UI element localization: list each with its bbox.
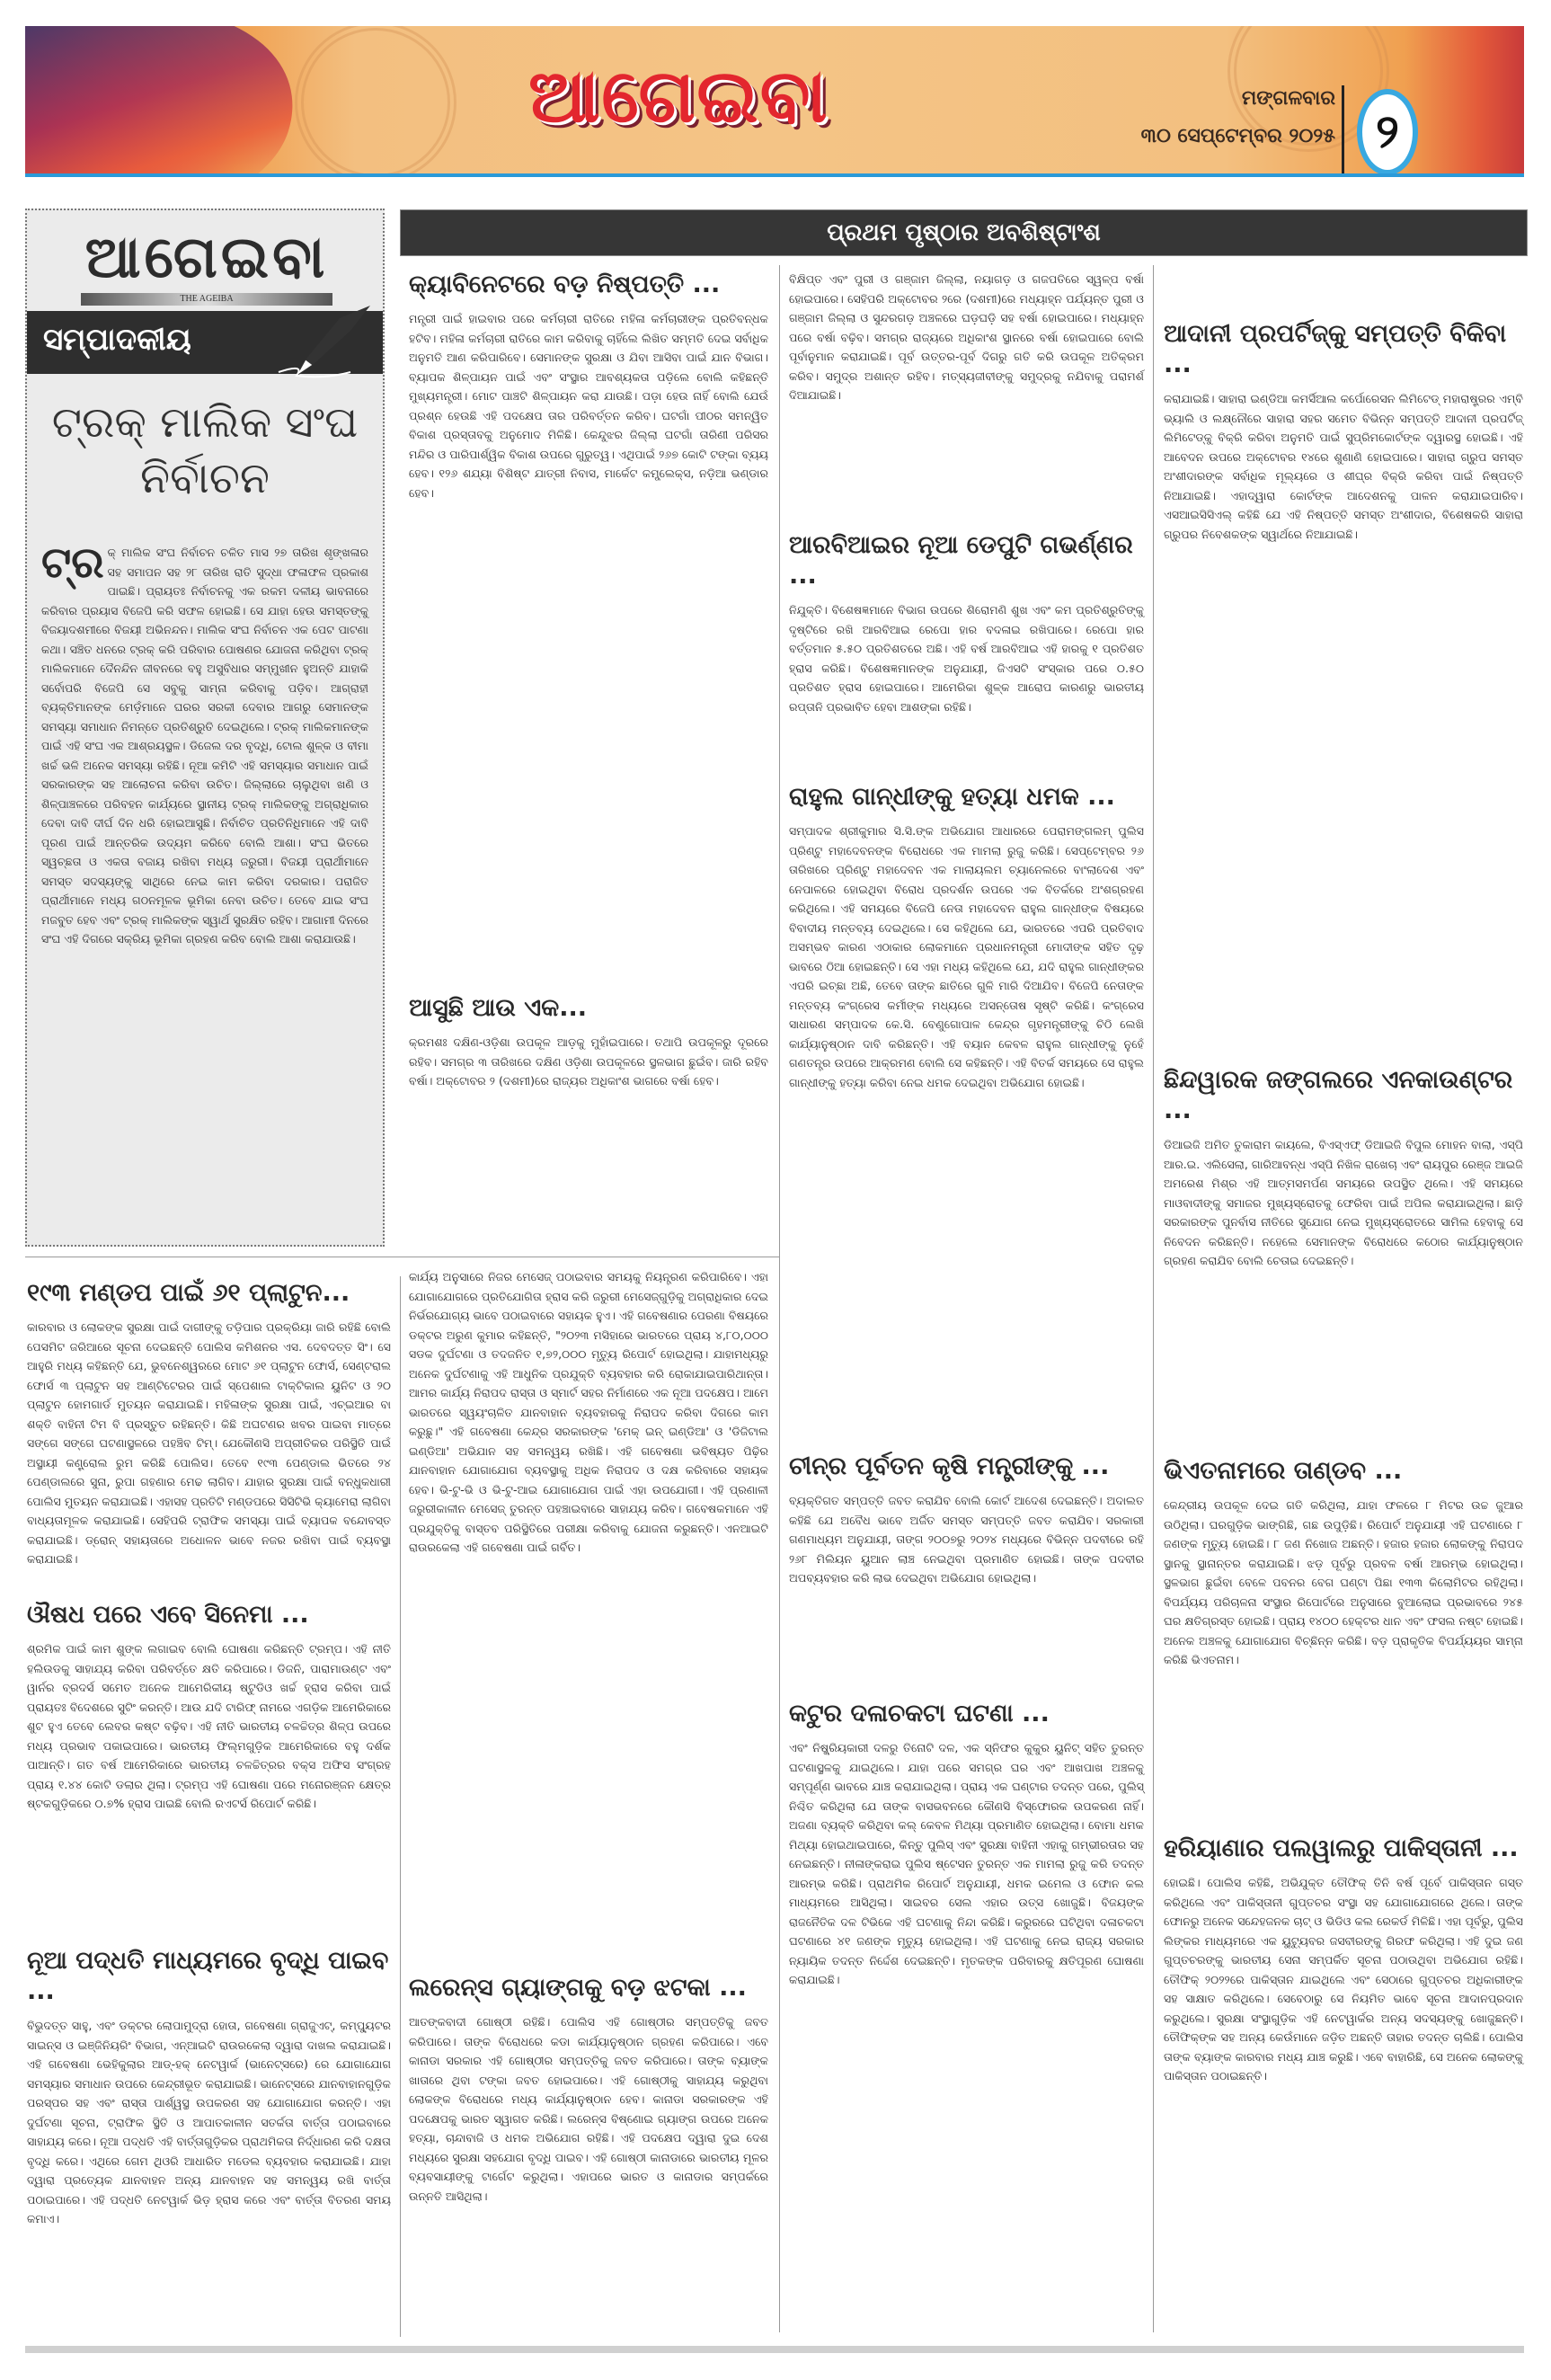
editorial-brand — [81, 224, 332, 306]
article-haryana — [1164, 1834, 1523, 2086]
headline[interactable]: ଆସୁଛି ଆଉ ଏକ... — [409, 994, 587, 1022]
fountain-pen-icon — [270, 300, 377, 381]
article-body: କାର୍ଯ୍ୟ ଅନୁସାରେ ନିଜର ମେସେଜ୍ ପଠାଇବାର ସମୟକୁ ନିୟନ୍ତ୍ରଣ କରିପାରିବେ। ଏହା ଯୋଗାଯୋଗରେ ପ୍ରତିଯୋଗିତା ହ୍ରାସ କରି ଜରୁରୀ ମେସେଜ୍‌ଗୁଡ଼ିକୁ ଅଗ୍ରାଧିକାର ଦେଇ ନିର୍ଭରଯୋଗ୍ୟ ଭାବେ ପଠାଇବାରେ ସହାୟକ ହୁଏ। ଏହି ଗବେଷଣାର ପେରଣା ବିଷୟରେ ଡକ୍ଟର ଅରୁଣ କୁମାର କହିଛନ୍ତି, "୨୦୨୩ ମସିହାରେ ଭାରତରେ ପ୍ରାୟ ୪,୮୦,୦୦୦ ସଡକ ଦୁର୍ଘଟଣା ଓ ତଦଜନିତ ୧,୭୨,୦୦୦ ମୃତ୍ୟୁ ରିପୋର୍ଟ ହୋଇଥିଲା। ଯାହାମଧ୍ୟରୁ ଅନେକ ଦୁର୍ଘଟଣାକୁ ଏହି ଆଧୁନିକ ପ୍ରଯୁକ୍ତି ବ୍ୟବହାର କରି ରୋକାଯାଇପାରିଥାନ୍ତା। ଆମର କାର୍ଯ୍ୟ ନିରାପଦ ରାସ୍ତା ଓ ସ୍ମାର୍ଟ ସହର ନିର୍ମାଣରେ ଏକ ନୂଆ ପଦକ୍ଷେପ। ଆମେ ଭାରତରେ ସ୍ୱୟଂଚାଳିତ ଯାନବାହାନ ବ୍ୟବହାରକୁ ନିରାପଦ କରିବା ଦିଗରେ କାମ କରୁଛୁ।" ଏହି ଗବେଷଣା କେନ୍ଦ୍ର ସରକାରଙ୍କ 'ମେକ୍ ଇନ୍ ଇଣ୍ଡିଆ' ଓ 'ଡିଜିଟାଲ ଇଣ୍ଡିଆ' ଅଭିଯାନ ସହ ସମନ୍ୱୟ ରଖିଛି। ଏହି ଗବେଷଣା ଭବିଷ୍ୟତ ପିଢ଼ିର ଯାନବାହାନ ଯୋଗାଯୋଗ ବ୍ୟବସ୍ଥାକୁ ଅଧିକ ନିରାପଦ ଓ ଦକ୍ଷ କରିବାରେ ସହାୟକ ହେବ। ଭି-ଟୁ-ଭି ଓ ଭି-ଟୁ-ଆଇ ଯୋଗାଯୋଗ ପାଇଁ ଏହା ଉପଯୋଗୀ। ଏହି ପ୍ରଣାଳୀ ଜରୁରୀକାଳୀନ ମେସେଜ୍ ତୁରନ୍ତ ପହଞ୍ଚାଇବାରେ ସାହାଯ୍ୟ କରିବ। ଗବେଷକମାନେ ଏହି ପ୍ରଯୁକ୍ତିକୁ ବାସ୍ତବ ପରିସ୍ଥିତିରେ ପରୀକ୍ଷା କରିବାକୁ ଯୋଜନା କରୁଛନ୍ତି। ଏନଆଇଟି ରାଉରକେଲା ଏହି ଗବେଷଣା ପାଇଁ ଗର୍ବିତ। — [409, 1270, 768, 1554]
article-body: ଆତଙ୍କବାଦୀ ଗୋଷ୍ଠୀ ରହିଛି। ପୋଲିସ ଏହି ଗୋଷ୍ଠୀର ସମ୍ପତ୍ତିକୁ ଜବତ କରିପାରେ। ତାଙ୍କ ବିରୋଧରେ କଡା କାର୍ଯ୍ୟାନୁଷ୍ଠାନ ଗ୍ରହଣ କରିପାରେ। ଏବେ କାନାଡା ସରକାର ଏହି ଗୋଷ୍ଠୀର ସମ୍ପତ୍ତିକୁ ଜବତ କରିପାରେ। ତାଙ୍କ ବ୍ୟାଙ୍କ ଖାତାରେ ଥିବା ଟଙ୍କା ଜବତ ହୋଇପାରେ। ଏହି ଗୋଷ୍ଠୀକୁ ସାହାଯ୍ୟ କରୁଥିବା ଲୋକଙ୍କ ବିରୋଧରେ ମଧ୍ୟ କାର୍ଯ୍ୟାନୁଷ୍ଠାନ ହେବ। କାନାଡା ସରକାରଙ୍କ ଏହି ପଦକ୍ଷେପକୁ ଭାରତ ସ୍ୱାଗତ କରିଛି। ଲରେନ୍ସ ବିଷ୍ଣୋଇ ଗ୍ୟାଙ୍ଗ ଉପରେ ଅନେକ ହତ୍ୟା, ଚାନ୍ଦାବାଜି ଓ ଧମକ ଅଭିଯୋଗ ରହିଛି। ଏହି ପଦକ୍ଷେପ ଦ୍ୱାରା ଦୁଇ ଦେଶ ମଧ୍ୟରେ ସୁରକ୍ଷା ସହଯୋଗ ବୃଦ୍ଧି ପାଇବ। ଏହି ଗୋଷ୍ଠୀ କାନାଡାରେ ଭାରତୀୟ ମୂଳର ବ୍ୟବସାୟୀଙ୍କୁ ଟାର୍ଗେଟ କରୁଥିଲା। ଏହାପରେ ଭାରତ ଓ କାନାଡାର ସମ୍ପର୍କରେ ଉନ୍ନତି ଆସିଥିଲା। — [409, 2015, 768, 2203]
headline[interactable]: ନୂଆ ପଦ୍ଧତି ମାଧ୍ୟମରେ ବୃଦ୍ଧି ପାଇବ ... — [27, 1947, 389, 2005]
headline[interactable]: ଆଦାନୀ ପ୍ରପର୍ଟିଜ୍‌କୁ ସମ୍ପତ୍ତି ବିକିବା ... — [1164, 320, 1507, 378]
page-number-badge: ୨ — [1357, 89, 1418, 175]
article-body: କ୍ରମଶଃ ଦକ୍ଷିଣ-ଓଡ଼ିଶା ଉପକୂଳ ଆଡ଼କୁ ମୁହାଁଇପାରେ। ତଥାପି ଉପକୂଳରୁ ଦୂରରେ ରହିବ। ସମଗ୍ର ୩ ତାରିଖରେ ଦକ୍ଷିଣ ଓଡ଼ିଶା ଉପକୂଳରେ ସ୍ଥଳଭାଗ ଛୁଇଁବ। ଜାରି ରହିବ ବର୍ଷା। ଅକ୍ଟୋବର ୨ (ଦଶମୀ)ରେ ରାଜ୍ୟର ଅଧିକାଂଶ ଭାଗରେ ବର୍ଷା ହେବ। — [409, 1035, 768, 1088]
column-divider — [1153, 265, 1154, 2332]
article-mandap — [27, 1278, 391, 1569]
article-rahul — [789, 782, 1144, 1092]
headline[interactable]: ରାହୁଲ ଗାନ୍ଧୀଙ୍କୁ ହତ୍ୟା ଧମକ ... — [789, 783, 1115, 811]
article-vietnam — [1164, 1456, 1523, 1670]
headline[interactable]: ଭିଏତନାମରେ ତାଣ୍ଡବ ... — [1164, 1457, 1403, 1485]
headline[interactable]: ଔଷଧ ପରେ ଏବେ ସିନେମା ... — [27, 1601, 309, 1629]
article-body: ବିଭୁଦତ୍ତ ସାହୁ, ଏବଂ ଡକ୍ଟର ଲୋପାମୁଦ୍ରା ହୋତା, ଗବେଷଣା ଗ୍ରାଜୁଏଟ୍, କମ୍ପ୍ୟୁଟର ସାଇନ୍ସ ଓ ଇଞ୍ଜିନିୟରିଂ ବିଭାଗ, ଏନ୍ଆଇଟି ରାଉରକେଲା ଦ୍ୱାରା ଦାଖଲ କରାଯାଇଛି। ଏହି ଗବେଷଣା ଭେହିକୁଲାର ଆଡ୍-ହକ୍ ନେଟୱାର୍କ (ଭାନେଟ୍ସରେ) ରେ ଯୋଗାଯୋଗ ସମସ୍ୟାର ସମାଧାନ ଉପରେ କେନ୍ଦ୍ରୀଭୂତ କରାଯାଇଛି। ଭାନେଟ୍ସରେ ଯାନବାହାନଗୁଡ଼ିକ ପରସ୍ପର ସହ ଏବଂ ରାସ୍ତା ପାର୍ଶ୍ୱସ୍ଥ ଉପକରଣ ସହ ଯୋଗାଯୋଗ କରନ୍ତି। ଏହା ଦୁର୍ଘଟଣା ସୂଚନା, ଟ୍ରାଫିକ ସ୍ଥିତି ଓ ଆପାତକାଳୀନ ସତର୍କତା ବାର୍ତ୍ତା ପଠାଇବାରେ ସାହାଯ୍ୟ କରେ। ନୂଆ ପଦ୍ଧତି ଏହି ବାର୍ତ୍ତାଗୁଡ଼ିକର ପ୍ରାଥମିକତା ନିର୍ଦ୍ଧାରଣ କରି ଦକ୍ଷତା ବୃଦ୍ଧି କରେ। ଏଥିରେ ଗେମ ଥିଓରି ଆଧାରିତ ମଡେଲ ବ୍ୟବହାର କରାଯାଇଛି। ଯାହା ଦ୍ୱାରା ପ୍ରତ୍ୟେକ ଯାନବାହନ ଅନ୍ୟ ଯାନବାହନ ସହ ସମନ୍ୱୟ ରଖି ବାର୍ତ୍ତା ପଠାଇପାରେ। ଏହି ପଦ୍ଧତି ନେଟୱାର୍କ ଭିଡ଼ ହ୍ରାସ କରେ ଏବଂ ବାର୍ତ୍ତା ବିତରଣ ସମୟ କମାଏ। — [27, 2019, 391, 2225]
article-asuchi — [409, 993, 768, 1091]
column-divider — [400, 1276, 401, 2337]
article-body: ସମ୍ପାଦକ ଶ୍ରୀକୁମାର ସି.ସି.ଙ୍କ ଅଭିଯୋଗ ଆଧାରରେ ପେରାମଙ୍ଗଲମ୍ ପୁଲିସ ପ୍ରିଣ୍ଟୁ ମହାଦେବନଙ୍କ ବିରୋଧରେ ଏକ ମାମଲା ରୁଜୁ କରିଛି। ସେପ୍ଟେମ୍ବର ୨୬ ତାରିଖରେ ପ୍ରିଣ୍ଟୁ ମହାଦେବନ ଏକ ମାଲାୟଲମ ଚ୍ୟାନେଲରେ ବାଂଲାଦେଶ ଏବଂ ନେପାଳରେ ହୋଇଥିବା ବିରୋଧ ପ୍ରଦର୍ଶନ ଉପରେ ଏକ ବିତର୍କରେ ଅଂଶଗ୍ରହଣ କରିଥିଲେ। ଏହି ସମୟରେ ବିଜେପି ନେତା ମହାଦେବନ ରାହୁଲ ଗାନ୍ଧୀଙ୍କ ବିଷୟରେ ବିବାଦୀୟ ମନ୍ତବ୍ୟ ଦେଇଥିଲେ। ସେ କହିଥିଲେ ଯେ, ଭାରତରେ ଏପରି ପ୍ରତିବାଦ ଅସମ୍ଭବ କାରଣ ଏଠାକାର ଲୋକମାନେ ପ୍ରଧାନମନ୍ତ୍ରୀ ମୋଦୀଙ୍କ ସହିତ ଦୃଢ଼ ଭାବରେ ଠିଆ ହୋଇଛନ୍ତି। ସେ ଏହା ମଧ୍ୟ କହିଥିଲେ ଯେ, ଯଦି ରାହୁଲ ଗାନ୍ଧୀଙ୍କର ଏପରି ଇଚ୍ଛା ଅଛି, ତେବେ ତାଙ୍କ ଛାତିରେ ଗୁଳି ମାରି ଦିଆଯିବ। ବିଜେପି ନେତାଙ୍କ ମନ୍ତବ୍ୟ କଂଗ୍ରେସ କର୍ମୀଙ୍କ ମଧ୍ୟରେ ଅସନ୍ତୋଷ ସୃଷ୍ଟି କରିଛି। କଂଗ୍ରେସ ସାଧାରଣ ସମ୍ପାଦକ କେ.ସି. ବେଣୁଗୋପାଳ କେନ୍ଦ୍ର ଗୃହମନ୍ତ୍ରୀଙ୍କୁ ଚିଠି ଲେଖି କାର୍ଯ୍ୟାନୁଷ୍ଠାନ ଦାବି କରିଛନ୍ତି। ଏହି ବୟାନ କେବଳ ରାହୁଲ ଗାନ୍ଧୀଙ୍କୁ ନୁହେଁ ଗଣତନ୍ତ୍ର ଉପରେ ଆକ୍ରମଣ ବୋଲି ସେ କହିଛନ୍ତି। ଏହି ବିତର୍କ ସମୟରେ ସେ ରାହୁଲ ଗାନ୍ଧୀଙ୍କୁ ହତ୍ୟା କରିବା ନେଇ ଧମକ ଦେଇଥିବା ଅଭିଯୋଗ ହୋଇଛି। — [789, 824, 1144, 1089]
section-header: ପ୍ରଥମ ପୃଷ୍ଠାର ଅବଶିଷ୍ଟାଂଶ — [400, 209, 1528, 256]
article-body: ମନ୍ତ୍ରୀ ପାଇଁ ହାଇବାର ପରେ କର୍ମଚାରୀ ରାତିରେ ମହିଳା କର୍ମଚାରୀଙ୍କ ପ୍ରତିବନ୍ଧକ ହଟିବ। ମହିଳା କର୍ମଚାରୀ ରାତିରେ କାମ କରିବାକୁ ଚାହିଁଲେ ଲିଖିତ ସମ୍ମତି ଦେଇ ସର୍ବାଧିକ ଅନୁମତି ଆଣ କରିପାରିବେ। ସେମାନଙ୍କ ସୁରକ୍ଷା ଓ ଯିବା ଆସିବା ପାଇଁ ଯାନ ବିଭାଗ। ବ୍ୟାପକ ଶିଳ୍ପାୟନ ପାଇଁ ଏବଂ ସଂସ୍ଥାର ଆବଶ୍ୟକତା ପଡ଼ିଲେ ବୋଲି କହିଛନ୍ତି ମୁଖ୍ୟମନ୍ତ୍ରୀ। ମୋଟ ପାଞ୍ଚଟି ଶିଳ୍ପାୟନ କରା ଯାଉଛି। ପଡ଼ା ହେଉ ନାହିଁ ବୋଲି ଯେଉଁ ପ୍ରଶ୍ନ ହେଉଛି ଏହି ପଦକ୍ଷେପ ତାର ପରିବର୍ତ୍ତନ କରିବ। ଘଟଗାଁ ପୀଠର ସମନ୍ୱିତ ବିକାଶ ପ୍ରସ୍ତାବକୁ ଅନୁମୋଦ ମିଳିଛି। କେନ୍ଦୁଝର ଜିଲ୍ଲା ଘଟଗାଁ ତାରିଣୀ ପରିସର ମନ୍ଦିର ଓ ପାରିପାର୍ଶ୍ୱିକ ବିକାଶ ଉପରେ ଗୁରୁତ୍ୱ। ଏଥିପାଇଁ ୨୬୭ କୋଟି ଟଙ୍କା ବ୍ୟୟ ହେବ। ୧୨୬ ଶଯ୍ୟା ବିଶିଷ୍ଟ ଯାତ୍ରୀ ନିବାସ, ମାର୍କେଟ କମ୍ପ୍ଲେକ୍ସ, ନଡ଼ିଆ ଭଣ୍ଡାର ହେବ। — [409, 312, 768, 500]
headline[interactable]: କ୍ୟାବିନେଟରେ ବଡ଼ ନିଷ୍ପତ୍ତି ... — [409, 271, 721, 298]
article-research — [409, 1267, 768, 1558]
divider — [1342, 85, 1344, 175]
decorative-wave — [25, 26, 328, 177]
headline[interactable]: ଛିନ୍ଦୱାରକ ଜଙ୍ଗଲରେ ଏନକାଉଣ୍ଟର ... — [1164, 1066, 1513, 1124]
article-body: ବିକ୍ଷିପ୍ତ ଏବଂ ପୁରୀ ଓ ଗଞ୍ଜାମ ଜିଲ୍ଲା, ନୟାଗଡ଼ ଓ ଗଜପତିରେ ସ୍ୱଳ୍ପ ବର୍ଷା ହୋଇପାରେ। ସେହିପରି ଅକ୍ଟୋବର ୨ରେ (ଦଶମୀ)ରେ ମଧ୍ୟାହ୍ନ ପର୍ଯ୍ୟନ୍ତ ପୁରୀ ଓ ଗଞ୍ଜାମ ଜିଲ୍ଲା ଓ ସୁନ୍ଦରଗଡ଼ ଅଞ୍ଚଳରେ ଘଡ଼ଘଡ଼ି ସହ ବର୍ଷା ହୋଇପାରେ। ମଧ୍ୟାହ୍ନ ପରେ ବର୍ଷା ବଢ଼ିବ। ସମଗ୍ର ରାଜ୍ୟରେ ଅଧିକାଂଶ ସ୍ଥାନରେ ବର୍ଷା ହୋଇପାରେ ବୋଲି ପୂର୍ବାନୁମାନ କରାଯାଇଛି। ପୂର୍ବ ଉତ୍ତର-ପୂର୍ବ ଦିଗରୁ ଗତି କରି ଉପକୂଳ ଅତିକ୍ରମ କରିବ। ସମୁଦ୍ର ଅଶାନ୍ତ ରହିବ। ମତ୍ସ୍ୟଜୀବୀଙ୍କୁ ସମୁଦ୍ରକୁ ନଯିବାକୁ ପରାମର୍ଶ ଦିଆଯାଇଛି। — [789, 272, 1144, 402]
article-body: କାରବାର ଓ ଲୋକଙ୍କ ସୁରକ୍ଷା ପାଇଁ ଦାଗୀଙ୍କୁ ତଡ଼ିପାର ପ୍ରକ୍ରିୟା ଜାରି ରହିଛି ବୋଲି ପେସମିଟ ଜରିଆରେ ସୂଚନା ଦେଇଛନ୍ତି ପୋଲିସ କମିଶନର ଏସ. ଦେବଦତ୍ତ ସିଂ। ସେ ଆହୁରି ମଧ୍ୟ କହିଛନ୍ତି ଯେ, ଭୁବନେଶ୍ୱରରେ ମୋଟ ୬୧ ପ୍ଲାଟୁନ ଫୋର୍ସ, ସେଣ୍ଟରାଲ ଫୋର୍ସ ୩ ପ୍ଲାଟୁନ ସହ ଆଣ୍ଟିଟେରର ପାଇଁ ସ୍ପେଶାଲ ଟାକ୍ଟିକାଲ ୟୁନିଟ ଓ ୨୦ ପ୍ଲାଟୁନ ହୋମଗାର୍ଡ ମୁତୟନ କରାଯାଇଛି। ମହିଳାଙ୍କ ସୁରକ୍ଷା ପାଇଁ, ଏଚ୍ଇଆର ବା ଶକ୍ତି ବାହିନୀ ଟିମ ବି ପ୍ରସ୍ତୁତ ରହିଛନ୍ତି। କିଛି ଅଘଟଣର ଖବର ପାଇବା ମାତ୍ରେ ସଙ୍ଗେ ସଙ୍ଗେ ଘଟଣାସ୍ଥଳରେ ପହଞ୍ଚିବ ଟିମ୍। ଯେକୌଣସି ଅପ୍ରୀତିକର ପରିସ୍ଥିତି ପାଇଁ ଅସ୍ଥାୟୀ କଣ୍ଟ୍ରୋଲ ରୁମ କରିଛି ପୋଲିସ। ତେବେ ୧୯୩ ପେଣ୍ଡାଲ ଭିତରେ ୨୪ ପେଣ୍ଡାଲରେ ସୁନା, ରୁପା ଗହଣାର ମେଢ ଲାଗିବ। ଯାହାର ସୁରକ୍ଷା ପାଇଁ ବନ୍ଧୁକଧାରୀ ପୋଲିସ ମୁତୟନ କରାଯାଇଛି। ଏହାସହ ପ୍ରତିଟି ମଣ୍ଡପରେ ସିସିଟିଭି କ୍ୟାମେରା ଲାଗିବା ବାଧ୍ୟତାମୂଳକ କରାଯାଇଛି। ସେହିପରି ଟ୍ରାଫିକ ସମସ୍ୟା ପାଇଁ ବ୍ୟାପକ ବନ୍ଦୋବସ୍ତ କରାଯାଇଛି। ଡ୍ରୋନ୍ ସହାୟତାରେ ଅଧୋଳନ ଭାବେ ନଜର ରଖିବା ପାଇଁ ବ୍ୟବସ୍ଥା କରାଯାଇଛି। — [27, 1320, 391, 1566]
column-divider — [779, 265, 780, 2332]
article-body: ନିଯୁକ୍ତି। ବିଶେଷଜ୍ଞମାନେ ବିଭାଗ ଉପରେ ଶିରୋମଣି ଶୁଖ ଏବଂ କମ ପ୍ରତିଶ୍ରୁତିଙ୍କୁ ଦୃଷ୍ଟିରେ ରଖି ଆରବିଆଇ ରେପୋ ହାର ବଦଳାଇ ରଖିପାରେ। ରେପୋ ହାର ବର୍ତ୍ତମାନ ୫.୫୦ ପ୍ରତିଶତରେ ଅଛି। ଏହି ବର୍ଷ ଆରବିଆଇ ଏହି ହାରକୁ ୧ ପ୍ରତିଶତ ହ୍ରାସ କରିଛି। ବିଶେଷଜ୍ଞମାନଙ୍କ ଅନୁଯାୟୀ, ଜିଏସଟି ସଂସ୍କାର ପରେ ୦.୫୦ ପ୍ରତିଶତ ହ୍ରାସ ହୋଇପାରେ। ଆମେରିକା ଶୁଳ୍କ ଆରୋପ କାରଣରୁ ଭାରତୀୟ ରପ୍ତାନି ପ୍ରଭାବିତ ହେବା ଆଶଙ୍କା ରହିଛି। — [789, 603, 1144, 714]
issue-date: ୩୦ ସେପ୍ଟେମ୍ବର ୨୦୨୫ — [1140, 125, 1335, 147]
weekday: ମଙ୍ଗଳବାର — [1241, 87, 1335, 110]
brand-logo: ଆଗେଇବା — [84, 224, 329, 291]
headline[interactable]: ଲରେନ୍ସ ଗ୍ୟାଙ୍ଗକୁ ବଡ଼ ଝଟକା ... — [409, 1974, 747, 2002]
article-rbi — [789, 530, 1144, 716]
article-body: ବ୍ୟକ୍ତିଗତ ସମ୍ପତ୍ତି ଜବତ କରାଯିବ ବୋଲି କୋର୍ଟ ଆଦେଶ ଦେଇଛନ୍ତି। ଅଦାଲତ କହିଛି ଯେ ଅବୈଧ ଭାବେ ଅର୍ଜିତ ସମସ୍ତ ସମ୍ପତ୍ତି ଜବତ କରାଯିବ। ସରକାରୀ ଗଣମାଧ୍ୟମ ଅନୁଯାୟୀ, ତାଙ୍ଗ ୨୦୦୭ରୁ ୨୦୨୪ ମଧ୍ୟରେ ବିଭିନ୍ନ ପଦବୀରେ ରହି ୨୬୮ ମିଲିୟନ ୟୁଆନ ଲାଞ୍ଚ ନେଇଥିବା ପ୍ରମାଣିତ ହୋଇଛି। ତାଙ୍କ ପଦବୀର ଅପବ୍ୟବହାର କରି ଲାଭ ଦେଇଥିବା ଅଭିଯୋଗ ହୋଇଥିଲା। — [789, 1494, 1144, 1585]
article-nua-paddhati — [27, 1946, 391, 2229]
article-body: ଶ୍ରମିକ ପାଇଁ କାମ ଶୁଙ୍କ ଲଗାଇବ ବୋଲି ଘୋଷଣା କରିଛନ୍ତି ଟ୍ରମ୍ପ। ଏହି ନୀତି ହଲିଉଡକୁ ସାହାଯ୍ୟ କରିବା ପରିବର୍ତ୍ତେ କ୍ଷତି କରିପାରେ। ଡିଜନି, ପାରାମାଉଣ୍ଟ ଏବଂ ୱାର୍ନର ବ୍ରଦର୍ସ ସମେତ ଅନେକ ଆମେରିକୀୟ ଷ୍ଟୁଡିଓ ଖର୍ଚ୍ଚ ହ୍ରାସ କରିବା ପାଇଁ ପ୍ରାୟତଃ ବିଦେଶରେ ସୁଟିଂ କରନ୍ତି। ଆଉ ଯଦି ଟାରିଫ୍ ନାମରେ ଏଗଡ଼ିକ ଆମେରିକାରେ ଶୁଟ ହୁଏ ତେବେ ଲେବର କଷ୍ଟ ବଢ଼ିବ। ଏହି ନୀତି ଭାରତୀୟ ଚଳଚ୍ଚିତ୍ର ଶିଳ୍ପ ଉପରେ ମଧ୍ୟ ପ୍ରଭାବ ପକାଇପାରେ। ଭାରତୀୟ ଫିଲ୍ମଗୁଡ଼ିକ ଆମେରିକାରେ ବହୁ ଦର୍ଶକ ପାଆନ୍ତି। ଗତ ବର୍ଷ ଆମେରିକାରେ ଭାରତୀୟ ଚଳଚ୍ଚିତ୍ରର ବକ୍ସ ଅଫିସ ସଂଗ୍ରହ ପ୍ରାୟ ୧.୪୪ କୋଟି ଡଲାର ଥିଲା। ଟ୍ରମ୍ପ ଏହି ଘୋଷଣା ପରେ ମନୋରଞ୍ଜନ କ୍ଷେତ୍ର ଷ୍ଟକଗୁଡ଼ିକରେ ୦.୭% ହ୍ରାସ ପାଇଛି ବୋଲି ରଏଟର୍ସ ରିପୋର୍ଟ କରିଛି। — [27, 1642, 391, 1810]
headline[interactable]: ଚୀନ୍‌ର ପୂର୍ବତନ କୃଷି ମନ୍ତ୍ରୀଙ୍କୁ ... — [789, 1452, 1110, 1480]
article-adani — [1164, 319, 1523, 544]
headline[interactable]: ୧୯୩ ମଣ୍ଡପ ପାଇଁ ୬୧ ପ୍ଲାଟୁନ... — [27, 1279, 350, 1307]
article-cabinet — [409, 270, 768, 502]
article-kutur — [789, 1699, 1144, 1990]
article-china — [789, 1452, 1144, 1588]
article-body: ଏବଂ ନିଷ୍କ୍ରିୟକାରୀ ଦଳରୁ ତିନୋଟି ଦଳ, ଏକ ସ୍ନିଫର କୁକୁର ୟୁନିଟ୍ ସହିତ ତୁରନ୍ତ ଘଟଣାସ୍ଥଳକୁ ଯାଇଥିଲେ। ଯାହା ପରେ ସମଗ୍ର ଘର ଏବଂ ଆଖପାଖ ଅଞ୍ଚଳକୁ ସମ୍ପୂର୍ଣ୍ଣ ଭାବରେ ଯାଞ୍ଚ କରାଯାଇଥିଲା। ପ୍ରାୟ ଏକ ଘଣ୍ଟାର ତଦନ୍ତ ପରେ, ପୁଲିସ୍ ନିଶ୍ଚିତ କରିଥିଲା ଯେ ତାଙ୍କ ବାସଭବନରେ କୌଣସି ବିସ୍ଫୋରକ ଉପକରଣ ନାହିଁ। ଅଜଣା ବ୍ୟକ୍ତି କରିଥିବା କଲ୍ କେବଳ ମିଥ୍ୟା ପ୍ରମାଣିତ ହୋଇଥିଲା। ବୋମା ଧମକ ମିଥ୍ୟା ହୋଇଥାଇପାରେ, କିନ୍ତୁ ପୁଲିସ୍ ଏବଂ ସୁରକ୍ଷା ବାହିନୀ ଏହାକୁ ଗମ୍ଭୀରତାର ସହ ନେଇଛନ୍ତି। ନୀଳାଙ୍କରାଇ ପୁଲିସ ଷ୍ଟେସନ ତୁରନ୍ତ ଏକ ମାମଲା ରୁଜୁ କରି ତଦନ୍ତ ଆରମ୍ଭ କରିଛି। ପ୍ରାଥମିକ ରିପୋର୍ଟ ଅନୁଯାୟୀ, ଧମକ ଇମେଲ ଓ ଫୋନ କଲ ମାଧ୍ୟମରେ ଆସିଥିଲା। ସାଇବର ସେଲ ଏହାର ଉତ୍ସ ଖୋଜୁଛି। ବିଜୟଙ୍କ ରାଜନୈତିକ ଦଳ ଟିଭିକେ ଏହି ଘଟଣାକୁ ନିନ୍ଦା କରିଛି। କରୁରରେ ଘଟିଥିବା ଦଳାଚକଟା ଘଟଣାରେ ୪୧ ଜଣଙ୍କ ମୃତ୍ୟୁ ହୋଇଥିଲା। ଏହି ଘଟଣାକୁ ନେଇ ରାଜ୍ୟ ସରକାର ନ୍ୟାୟିକ ତଦନ୍ତ ନିର୍ଦ୍ଦେଶ ଦେଇଛନ୍ତି। ମୃତକଙ୍କ ପରିବାରକୁ କ୍ଷତିପୂରଣ ଘୋଷଣା କରାଯାଇଛି। — [789, 1741, 1144, 1986]
newspaper-logo: ଆଗେଇବା — [528, 53, 829, 139]
drop-cap: ଟ୍ର — [41, 537, 104, 588]
mandala-ornament-left — [295, 26, 456, 177]
brand-subtitle: THE AGEIBA — [81, 293, 332, 306]
footer-bar — [25, 2346, 1524, 2353]
editorial-body — [41, 537, 368, 949]
date-block — [1141, 80, 1335, 155]
editorial-banner: ସମ୍ପାଦକୀୟ — [27, 311, 383, 374]
article-continuation — [789, 270, 1144, 405]
headline[interactable]: କଟୁର ଦଳାଚକଟା ଘଟଣା ... — [789, 1700, 1050, 1727]
editorial-title: ଟ୍ରକ୍ ମାଲିକ ସଂଘ ନିର୍ବାଚନ — [51, 397, 359, 503]
article-lawrence — [409, 1973, 768, 2206]
headline[interactable]: ହରିୟାଣାର ପଲୱାଲରୁ ପାକିସ୍ତାନୀ ... — [1164, 1834, 1519, 1862]
article-body: କେନ୍ଦ୍ରୀୟ ଉପକୂଳ ଦେଇ ଗତି କରିଥିଲା, ଯାହା ଫଳରେ ୮ ମିଟର ଉଚ୍ଚ ଜୁଆର ଉଠିଥିଲା। ଘରଗୁଡ଼ିକ ଭାଙ୍ଗିଛି, ଗଛ ଉପୁଡ଼ିଛି। ରିପୋର୍ଟ ଅନୁଯାୟୀ ଏହି ଘଟଣାରେ ୮ ଜଣଙ୍କ ମୃତ୍ୟୁ ହୋଇଛି। ୮ ଜଣ ନିଖୋଜ ଅଛନ୍ତି। ହଜାର ହଜାର ଲୋକଙ୍କୁ ନିରାପଦ ସ୍ଥାନକୁ ସ୍ଥାନାନ୍ତର କରାଯାଇଛି। ଝଡ଼ ପୂର୍ବରୁ ପ୍ରବଳ ବର୍ଷା ଆରମ୍ଭ ହୋଇଥିଲା। ସ୍ଥଳଭାଗ ଛୁଇଁବା ବେଳେ ପବନର ବେଗ ଘଣ୍ଟା ପିଛା ୧୩୩ କିଲୋମିଟର ରହିଥିଲା। ବିପର୍ଯ୍ୟୟ ପରିଚାଳନା ସଂସ୍ଥାର ରିପୋର୍ଟରେ ଅନୁସାରେ ବୁଆଲୋଇ ପ୍ରଭାବରେ ୨୪୫ ଘର କ୍ଷତିଗ୍ରସ୍ତ ହୋଇଛି। ପ୍ରାୟ ୧୪୦୦ ହେକ୍ଟର ଧାନ ଏବଂ ଫସଲ ନଷ୍ଟ ହୋଇଛି। ଅନେକ ଅଞ୍ଚଳକୁ ଯୋଗାଯୋଗ ବିଚ୍ଛିନ୍ନ କରିଛି। ବଡ଼ ପ୍ରାକୃତିକ ବିପର୍ଯ୍ୟୟର ସାମ୍ନା କରିଛି ଭିଏତନାମ। — [1164, 1498, 1523, 1666]
article-body: ହୋଇଛି। ପୋଲିସ କହିଛି, ଅଭିଯୁକ୍ତ ତୌଫିକ୍ ତିନି ବର୍ଷ ପୂର୍ବେ ପାକିସ୍ତାନ ଗସ୍ତ କରିଥିଲେ ଏବଂ ପାକିସ୍ତାନୀ ଗୁପ୍ତଚର ସଂସ୍ଥା ସହ ଯୋଗାଯୋଗରେ ଥିଲେ। ତାଙ୍କ ଫୋନରୁ ଅନେକ ସନ୍ଦେହଜନକ ଚାଟ୍ ଓ ଭିଡିଓ କଲ ରେକର୍ଡ ମିଳିଛି। ଏହା ପୂର୍ବରୁ, ପୁଲିସ ଲିଙ୍କର ମାଧ୍ୟମରେ ଏକ ୟୁଟ୍ୟୁବର ଜସବୀରଙ୍କୁ ଗିରଫ କରିଥିଲା। ଏହି ଦୁଇ ଜଣ ଗୁପ୍ତଚରଙ୍କୁ ଭାରତୀୟ ସେନା ସମ୍ପର୍କିତ ସୂଚନା ପଠାଉଥିବା ଅଭିଯୋଗ ରହିଛି। ତୌଫିକ୍ ୨୦୨୨ରେ ପାକିସ୍ତାନ ଯାଇଥିଲେ ଏବଂ ସେଠାରେ ଗୁପ୍ତଚର ଅଧିକାରୀଙ୍କ ସହ ସାକ୍ଷାତ କରିଥିଲେ। ସେବେଠାରୁ ସେ ନିୟମିତ ଭାବେ ସୂଚନା ଆଦାନପ୍ରଦାନ କରୁଥିଲେ। ସୁରକ୍ଷା ସଂସ୍ଥାଗୁଡ଼ିକ ଏହି ନେଟୱାର୍କର ଅନ୍ୟ ସଦସ୍ୟଙ୍କୁ ଖୋଜୁଛନ୍ତି। ତୌଫିକ୍‌ଙ୍କ ସହ ଅନ୍ୟ କେଉଁମାନେ ଜଡ଼ିତ ଅଛନ୍ତି ତାହାର ତଦନ୍ତ ଚାଲିଛି। ପୋଲିସ ତାଙ୍କ ବ୍ୟାଙ୍କ କାରବାର ମଧ୍ୟ ଯାଞ୍ଚ କରୁଛି। ଏବେ ବାହାରିଛି, ସେ ଅନେକ ଲୋକଙ୍କୁ ପାକିସ୍ତାନ ପଠାଇଛନ୍ତି। — [1164, 1876, 1523, 2082]
article-body: ଡିଆଇଜି ଅମିତ ତୁକାରାମ କାୟଲେ, ବିଏସ୍ଏଫ୍ ଡିଆଇଜି ବିପୁଲ ମୋହନ ବାଲା, ଏସ୍ପି ଆର.ଇ. ଏଲିସେଲା, ଗାରିଆବନ୍ଧ ଏସ୍ପି ନିଖିଳ ରାଖେଚା ଏବଂ ରାୟପୁର ରେଞ୍ଜ ଆଇଜି ଅମରେଶ ମିଶ୍ର ଏହି ଆତ୍ମସମର୍ପଣ ସମୟରେ ଉପସ୍ଥିତ ଥିଲେ। ଏହି ସମୟରେ ମାଓବାଦୀଙ୍କୁ ସମାଜର ମୁଖ୍ୟସ୍ରୋତକୁ ଫେରିବା ପାଇଁ ଅପିଲ କରାଯାଇଥିଲା। ଛାଡ଼ି ସରକାରଙ୍କ ପୁନର୍ବାସ ନୀତିରେ ସୁଯୋଗ ନେଇ ମୁଖ୍ୟସ୍ରୋତରେ ସାମିଲ ହେବାକୁ ସେ ନିବେଦନ କରିଛନ୍ତି। ନହେଲେ ସେମାନଙ୍କ ବିରୋଧରେ କଠୋର କାର୍ଯ୍ୟାନୁଷ୍ଠାନ ଗ୍ରହଣ କରାଯିବ ବୋଲି ଚେତାଇ ଦେଇଛନ୍ତି। — [1164, 1138, 1523, 1267]
headline[interactable]: ଆରବିଆଇର ନୂଆ ଡେପୁଟି ଗଭର୍ଣ୍ଣର ... — [789, 531, 1133, 590]
editorial-box — [25, 209, 385, 1247]
article-body: କରାଯାଇଛି। ସାହାରା ଇଣ୍ଡିଆ କମର୍ସିଆଲ କର୍ପୋରେସନ ଲିମିଟେଡ୍ ମହାରାଷ୍ଟ୍ରର ଏମ୍ବି ଭ୍ୟାଲି ଓ ଲକ୍ଷ୍ନୌରେ ସାହାରା ସହର ସମେତ ବିଭିନ୍ନ ସମ୍ପତ୍ତି ଆଦାନୀ ପ୍ରପର୍ଟିଜ୍ ଲିମିଟେଡ୍‌କୁ ବିକ୍ରି କରିବା ଅନୁମତି ପାଇଁ ସୁପ୍ରିମକୋର୍ଟଙ୍କ ଦ୍ୱାରସ୍ଥ ହୋଇଛି। ଏହି ଆବେଦନ ଉପରେ ଅକ୍ଟୋବର ୧୪ରେ ଶୁଣାଣି ହୋଇପାରେ। ସାହାରା ଗ୍ରୁପ ସମସ୍ତ ଅଂଶୀଦାରଙ୍କ ସର୍ବାଧିକ ମୂଲ୍ୟରେ ଓ ଶୀଘ୍ର ବିକ୍ରି କରିବା ପାଇଁ ନିଷ୍ପତ୍ତି ନିଆଯାଇଛି। ଏହାଦ୍ୱାରା କୋର୍ଟଙ୍କ ଆଦେଶନକୁ ପାଳନ କରାଯାଇପାରିବ। ଏସଆଇସିସିଏଲ୍ କହିଛି ଯେ ଏହି ନିଷ୍ପତ୍ତି ସମସ୍ତ ଅଂଶୀଦାର, ବିଶେଷକରି ସାହାରା ଗ୍ରୁପର ନିବେଶକଙ୍କ ସ୍ୱାର୍ଥରେ ନିଆଯାଇଛି। — [1164, 392, 1523, 541]
editorial-text: କ୍ ମାଲିକ ସଂଘ ନିର୍ବାଚନ ଚଳିତ ମାସ ୨୭ ତାରିଖ ଶୃଙ୍ଖଳାର ସହ ସମାପନ ସହ ୨୮ ତାରିଖ ରାତି ସୁଦ୍ଧା ଫଳାଫଳ ପ୍ରକାଶ ପାଇଛି। ପ୍ରାୟତଃ ନିର୍ବାଚନକୁ ଏକ ରକମ ଦଳୀୟ ଭାବନାରେ କରିବାର ପ୍ରୟାସ ବିଜେପି କରି ସଫଳ ହୋଇଛି। ସେ ଯାହା ହେଉ ସମସ୍ତଙ୍କୁ ବିଜୟାଦଶମୀରେ ବିଜୟୀ ଅଭିନନ୍ଦନ। ମାଲିକ ସଂଘ ନିର୍ବାଚନ ଏକ ପେଟ ପାଟଣା କଥା। ସଞ୍ଚିତ ଧନରେ ଟ୍ରକ୍ କରି ପରିବାର ପୋଷଣର ଯୋଜନା କରିଥିବା ଟ୍ରକ୍ ମାଲିକମାନେ ଦୈନନ୍ଦିନ ଜୀବନରେ ବହୁ ଅସୁବିଧାର ସମ୍ମୁଖୀନ ହୁଅନ୍ତି ଯାହାକି ସର୍ବୋପରି ବିଜେପି ସେ ସବୁକୁ ସାମ୍ନା କରିବାକୁ ପଡ଼ିବ। ଆଗ୍ରାହୀ ବ୍ୟକ୍ତିମାନଙ୍କ ମେଡ଼ଁମାନେ ଘରର ସରକୀ ଦେବାର ଆଗରୁ ସେମାନଙ୍କ ସମସ୍ୟା ସମାଧାନ ନିମନ୍ତେ ପ୍ରତିଶ୍ରୁତି ଦେଇଥିଲେ। ଟ୍ରକ୍ ମାଲିକମାନଙ୍କ ପାଇଁ ଏହି ସଂଘ ଏକ ଆଶ୍ରୟସ୍ଥଳ। ଡିଜେଲ ଦର ବୃଦ୍ଧି, ଟୋଲ ଶୁଳ୍କ ଓ ବୀମା ଖର୍ଚ୍ଚ ଭଳି ଅନେକ ସମସ୍ୟା ରହିଛି। ନୂଆ କମିଟି ଏହି ସମସ୍ୟାର ସମାଧାନ ପାଇଁ ସରକାରଙ୍କ ସହ ଆଲୋଚନା କରିବା ଉଚିତ। ଜିଲ୍ଲାରେ ଚାଲୁଥିବା ଖଣି ଓ ଶିଳ୍ପାଞ୍ଚଳରେ ପରିବହନ କାର୍ଯ୍ୟରେ ସ୍ଥାନୀୟ ଟ୍ରକ୍ ମାଲିକଙ୍କୁ ଅଗ୍ରାଧିକାର ଦେବା ଦାବି ଦୀର୍ଘ ଦିନ ଧରି ହୋଇଆସୁଛି। ନିର୍ବାଚିତ ପ୍ରତିନିଧିମାନେ ଏହି ଦାବି ପୂରଣ ପାଇଁ ଆନ୍ତରିକ ଉଦ୍ୟମ କରିବେ ବୋଲି ଆଶା। ସଂଘ ଭିତରେ ସ୍ୱଚ୍ଛତା ଓ ଏକତା ବଜାୟ ରଖିବା ମଧ୍ୟ ଜରୁରୀ। ବିଜୟୀ ପ୍ରାର୍ଥୀମାନେ ସମସ୍ତ ସଦସ୍ୟଙ୍କୁ ସାଥିରେ ନେଇ କାମ କରିବା ଦରକାର। ପରାଜିତ ପ୍ରାର୍ଥୀମାନେ ମଧ୍ୟ ଗଠନମୂଳକ ଭୂମିକା ନେବା ଉଚିତ। ତେବେ ଯାଇ ସଂଘ ମଜବୁତ ହେବ ଏବଂ ଟ୍ରକ୍ ମାଲିକଙ୍କ ସ୍ୱାର୍ଥ ସୁରକ୍ଷିତ ରହିବ। ଆଗାମୀ ଦିନରେ ସଂଘ ଏହି ଦିଗରେ ସକ୍ରିୟ ଭୂମିକା ଗ୍ରହଣ କରିବ ବୋଲି ଆଶା କରାଯାଉଛି। — [41, 546, 368, 946]
masthead — [25, 26, 1524, 177]
article-chhindwara — [1164, 1065, 1523, 1271]
article-oushadha — [27, 1600, 391, 1814]
